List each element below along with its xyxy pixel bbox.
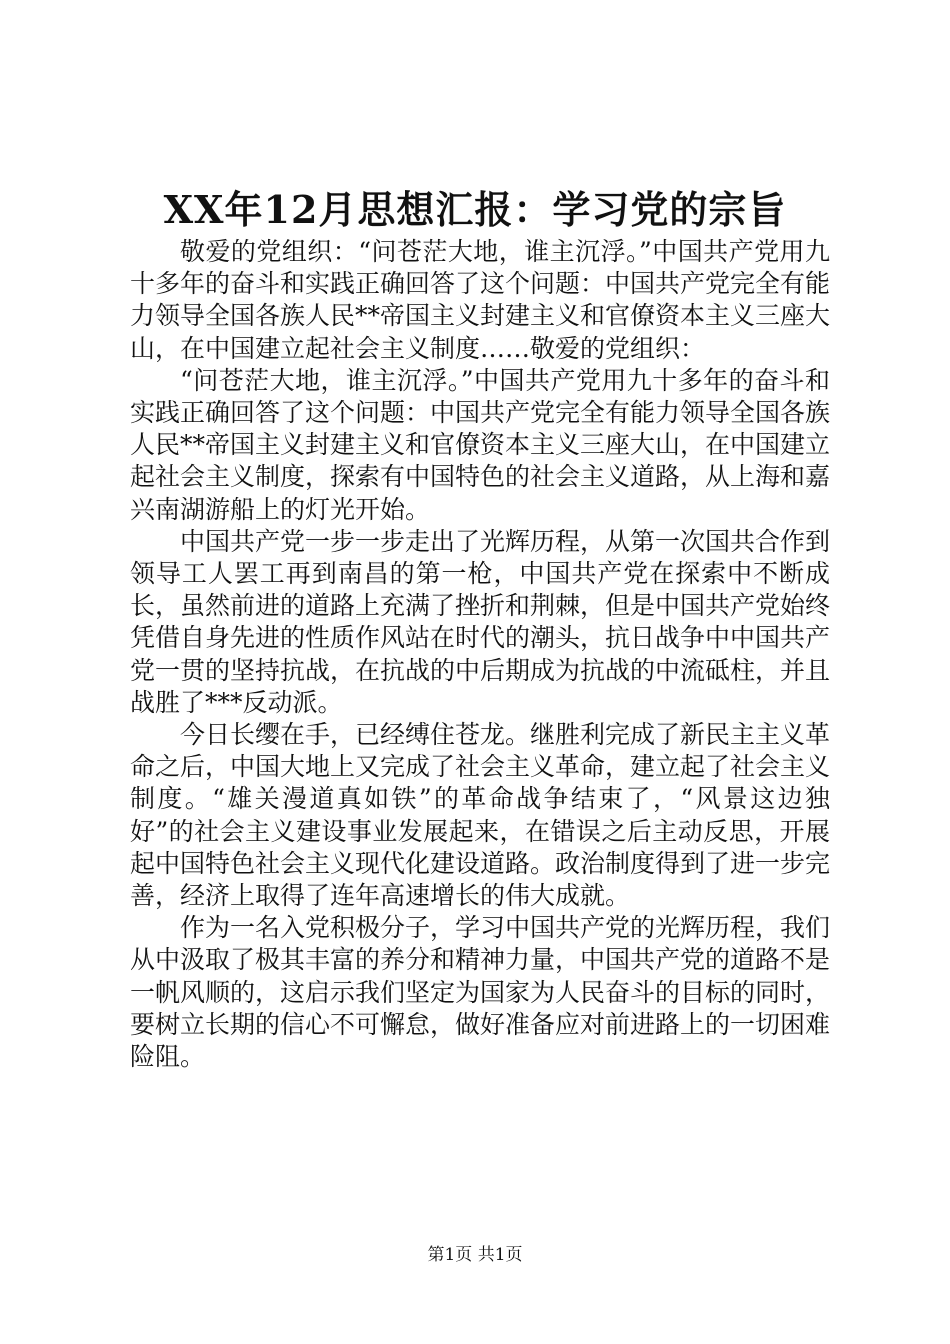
document-body: [130, 236, 830, 1073]
page-footer: 第1页 共1页: [427, 1245, 523, 1265]
paragraph-5: 作为一名入党积极分子，学习中国共产党的光辉历程，我们从中汲取了极其丰富的养分和精神力量，中国共产党的道路不是一帆风顺的，这启示我们坚定为国家为人民奋斗的目标的同时，要树立长期的信心不可懈怠，做好准备应对前进路上的一切困难险阻。: [130, 913, 831, 1072]
paragraph-3: 中国共产党一步一步走出了光辉历程，从第一次国共合作到领导工人罢工再到南昌的第一枪，中国共产党在探索中不断成长，虽然前进的道路上充满了挫折和荆棘，但是中国共产党始终凭借自身先进的性质作风站在时代的潮头，抗日战争中中国共产党一贯的坚持抗战，在抗战的中后期成为抗战的中流砥柱，并且战胜了***反动派。: [130, 526, 831, 717]
paragraph-4: 今日长缨在手，已经缚住苍龙。继胜利完成了新民主主义革命之后，中国大地上又完成了社会主义革命，建立起了社会主义制度。“雄关漫道真如铁”的革命战争结束了，“风景这边独好”的社会主义建设事业发展起来，在错误之后主动反思，开展起中国特色社会主义现代化建设道路。政治制度得到了进一步完善，经济上取得了连年高速增长的伟大成就。: [130, 720, 831, 911]
document-title: XX年12月思想汇报：学习党的宗旨: [163, 187, 787, 232]
paragraph-2: “问苍茫大地，谁主沉浮。”中国共产党用九十多年的奋斗和实践正确回答了这个问题：中国共产党完全有能力领导全国各族人民**帝国主义封建主义和官僚资本主义三座大山，在中国建立起社会主义制度，探索有中国特色的社会主义道路，从上海和嘉兴南湖游船上的灯光开始。: [130, 365, 831, 524]
paragraph-1: 敬爱的党组织：“问苍茫大地，谁主沉浮。”中国共产党用九十多年的奋斗和实践正确回答了这个问题：中国共产党完全有能力领导全国各族人民**帝国主义封建主义和官僚资本主义三座大山，在中国建立起社会主义制度……敬爱的党组织：: [130, 237, 831, 363]
